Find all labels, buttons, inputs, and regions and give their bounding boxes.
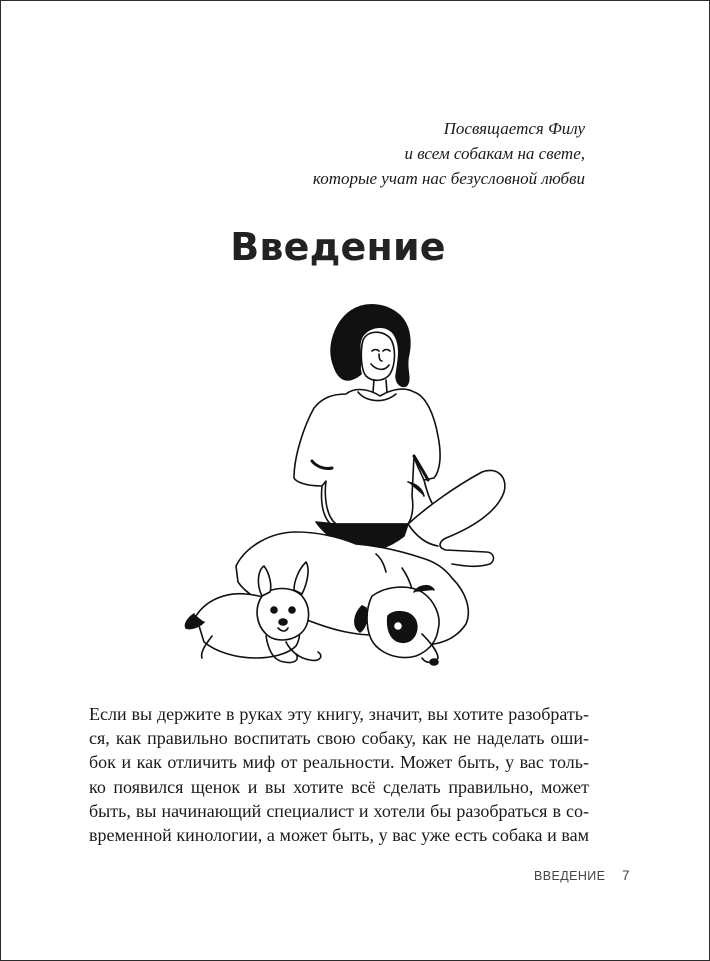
dedication xyxy=(165,116,585,191)
chapter-title: Введение xyxy=(230,225,446,269)
woman-legs xyxy=(408,470,505,566)
paragraph-line: Если вы держите в руках эту книгу, значит, вы хотите разобрать- xyxy=(89,704,589,724)
paragraph-line: бок и как отличить миф от реальности. Может быть, у вас толь- xyxy=(89,752,589,773)
body-paragraph xyxy=(89,702,589,847)
small-dog-head xyxy=(257,589,309,641)
dedication-line: которые учат нас безусловной любви xyxy=(312,169,585,188)
paragraph-line: ко появился щенок и вы хотите всё сделать правильно, может xyxy=(89,776,589,797)
page-number: 7 xyxy=(622,868,630,883)
running-title: ВВЕДЕНИЕ xyxy=(534,869,606,883)
woman-with-dogs-illustration xyxy=(176,296,516,686)
paragraph-line: временной кинологии, а может быть, у вас уже есть собака и вам xyxy=(89,825,589,846)
dedication-line: Посвящается Филу xyxy=(443,119,585,138)
paragraph-line: ся, как правильно воспитать свою собаку, как не наделать оши- xyxy=(89,728,589,749)
paragraph-line: быть, вы начинающий специалист и хотели бы разобраться в со- xyxy=(89,800,589,821)
woman-face xyxy=(361,332,394,380)
dedication-line: и всем собакам на свете, xyxy=(404,144,585,163)
woman-shirt xyxy=(294,389,440,524)
